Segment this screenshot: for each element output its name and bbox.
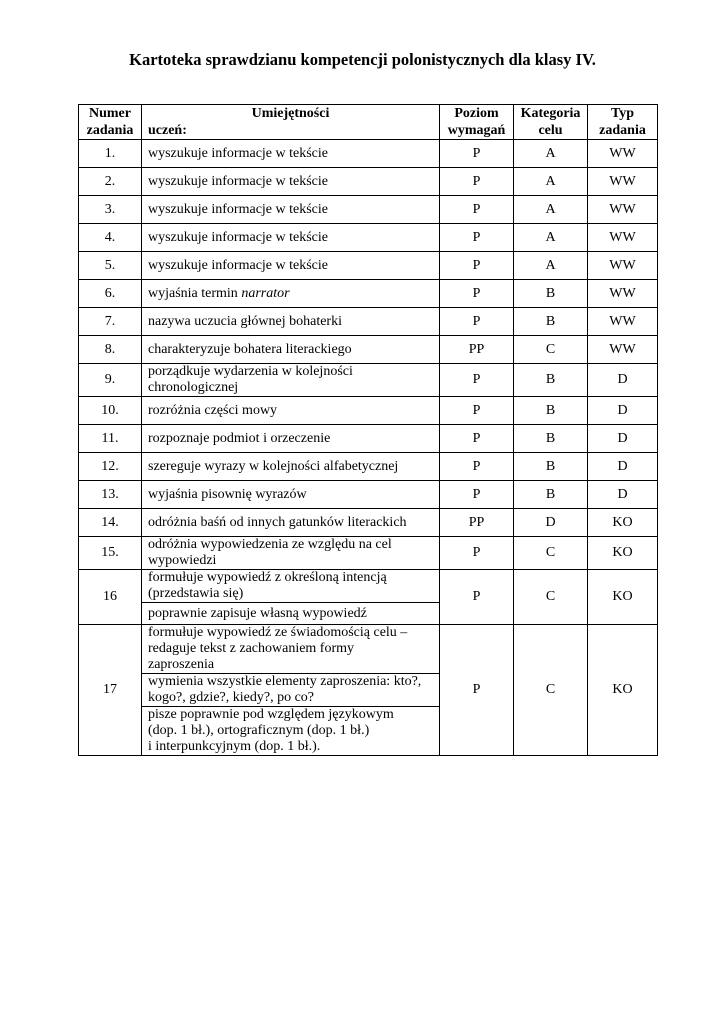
skill-text: wyjaśnia pisownię wyrazów: [142, 481, 440, 509]
category-cell: C: [514, 625, 588, 756]
skill-text-line2: wypowiedzi: [148, 553, 217, 568]
level-cell: P: [440, 453, 514, 481]
type-cell: WW: [588, 336, 658, 364]
header-level: [440, 105, 514, 140]
type-cell: D: [588, 453, 658, 481]
type-cell: WW: [588, 280, 658, 308]
skill-text: [142, 625, 440, 674]
skill-text: wyszukuje informacje w tekście: [142, 224, 440, 252]
skill-text-line2: chronologicznej: [148, 380, 239, 395]
level-cell: P: [440, 196, 514, 224]
task-number: 17: [79, 625, 142, 756]
category-cell: B: [514, 308, 588, 336]
skill-text: [142, 707, 440, 756]
header-category-line2: celu: [538, 123, 563, 138]
type-cell: KO: [588, 625, 658, 756]
table-row: [79, 397, 658, 425]
skill-text: rozróżnia części mowy: [142, 397, 440, 425]
skill-text-line2: (dop. 1 bł.), ortograficznym (dop. 1 bł.): [148, 723, 370, 738]
table-row: [79, 280, 658, 308]
table-row: [79, 509, 658, 537]
type-cell: KO: [588, 509, 658, 537]
skill-text-line1: formułuje wypowiedź ze świadomością celu –: [148, 625, 408, 640]
task-number: 10.: [79, 397, 142, 425]
category-cell: A: [514, 252, 588, 280]
type-cell: D: [588, 425, 658, 453]
type-cell: D: [588, 397, 658, 425]
level-cell: P: [440, 280, 514, 308]
header-level-line1: Poziom: [454, 106, 499, 121]
level-cell: P: [440, 308, 514, 336]
category-cell: A: [514, 196, 588, 224]
level-cell: P: [440, 570, 514, 625]
skill-text: wyszukuje informacje w tekście: [142, 168, 440, 196]
task-number: 13.: [79, 481, 142, 509]
skill-text-line1: porządkuje wydarzenia w kolejności: [148, 364, 353, 379]
header-task-number: [79, 105, 142, 140]
category-cell: A: [514, 140, 588, 168]
type-cell: WW: [588, 196, 658, 224]
level-cell: P: [440, 481, 514, 509]
category-cell: B: [514, 397, 588, 425]
skill-text-line2: redaguje tekst z zachowaniem formy: [148, 641, 355, 656]
skill-text: szereguje wyrazy w kolejności alfabetycznej: [142, 453, 440, 481]
category-cell: B: [514, 364, 588, 397]
type-cell: D: [588, 481, 658, 509]
skill-text-line2: kogo?, gdzie?, kiedy?, po co?: [148, 690, 314, 705]
type-cell: D: [588, 364, 658, 397]
type-cell: WW: [588, 252, 658, 280]
skill-text-line1: odróżnia wypowiedzenia ze względu na cel: [148, 537, 392, 552]
task-number: 14.: [79, 509, 142, 537]
skill-text-line1: pisze poprawnie pod względem językowym: [148, 707, 394, 722]
skill-text: [142, 364, 440, 397]
header-type-line2: zadania: [599, 123, 646, 138]
task-number: 5.: [79, 252, 142, 280]
table-row: [79, 196, 658, 224]
skill-text: wyszukuje informacje w tekście: [142, 140, 440, 168]
category-cell: B: [514, 481, 588, 509]
skill-text: nazywa uczucia głównej bohaterki: [142, 308, 440, 336]
task-number: 9.: [79, 364, 142, 397]
header-skills-line2: uczeń:: [148, 123, 187, 138]
skill-text-line3: zaproszenia: [148, 657, 215, 672]
table-row: [79, 425, 658, 453]
task-number: 16: [79, 570, 142, 625]
table-row: [79, 168, 658, 196]
category-cell: B: [514, 453, 588, 481]
type-cell: WW: [588, 140, 658, 168]
competency-table: [78, 104, 658, 756]
skill-text: rozpoznaje podmiot i orzeczenie: [142, 425, 440, 453]
header-type-line1: Typ: [610, 106, 635, 121]
level-cell: P: [440, 252, 514, 280]
task-number: 15.: [79, 537, 142, 570]
table-row: [79, 308, 658, 336]
task-number: 1.: [79, 140, 142, 168]
task-number: 6.: [79, 280, 142, 308]
level-cell: P: [440, 537, 514, 570]
skill-text: [142, 280, 440, 308]
skill-text-line1: formułuje wypowiedź z określoną intencją: [148, 570, 387, 585]
skill-text-line2: (przedstawia się): [148, 586, 244, 601]
header-category-line1: Kategoria: [520, 106, 581, 121]
category-cell: D: [514, 509, 588, 537]
skill-text: [142, 537, 440, 570]
table-row: [79, 570, 658, 603]
task-number: 3.: [79, 196, 142, 224]
header-category: [514, 105, 588, 140]
skill-text-prefix: wyjaśnia termin: [148, 285, 242, 301]
type-cell: KO: [588, 537, 658, 570]
table-row: [79, 453, 658, 481]
type-cell: WW: [588, 168, 658, 196]
skill-text: wyszukuje informacje w tekście: [142, 196, 440, 224]
table-row: [79, 140, 658, 168]
table-row: [79, 224, 658, 252]
header-task-number-line2: zadania: [86, 123, 134, 138]
skill-text-line1: wymienia wszystkie elementy zaproszenia: kto?,: [148, 674, 422, 689]
table-row: [79, 625, 658, 674]
category-cell: B: [514, 425, 588, 453]
task-number: 12.: [79, 453, 142, 481]
level-cell: P: [440, 168, 514, 196]
skill-text: [142, 570, 440, 603]
category-cell: C: [514, 537, 588, 570]
category-cell: A: [514, 168, 588, 196]
header-skills: [142, 105, 440, 140]
table-row: [79, 537, 658, 570]
skill-text-line3: i interpunkcyjnym (dop. 1 bł.).: [148, 739, 321, 754]
level-cell: PP: [440, 336, 514, 364]
level-cell: P: [440, 425, 514, 453]
table-row: [79, 481, 658, 509]
table-row: [79, 252, 658, 280]
task-number: 4.: [79, 224, 142, 252]
skill-text: charakteryzuje bohatera literackiego: [142, 336, 440, 364]
type-cell: WW: [588, 224, 658, 252]
task-number: 7.: [79, 308, 142, 336]
type-cell: WW: [588, 308, 658, 336]
skill-text: [142, 674, 440, 707]
header-skills-line1: Umiejętności: [251, 106, 330, 121]
table-header-row: [79, 105, 658, 140]
task-number: 11.: [79, 425, 142, 453]
category-cell: B: [514, 280, 588, 308]
level-cell: P: [440, 397, 514, 425]
header-task-number-line1: Numer: [89, 106, 131, 121]
table-row: [79, 336, 658, 364]
category-cell: C: [514, 570, 588, 625]
level-cell: P: [440, 625, 514, 756]
table-row: [79, 364, 658, 397]
header-level-line2: wymagań: [447, 123, 506, 138]
level-cell: P: [440, 140, 514, 168]
level-cell: P: [440, 224, 514, 252]
header-type: [588, 105, 658, 140]
skill-text: odróżnia baśń od innych gatunków literackich: [142, 509, 440, 537]
category-cell: A: [514, 224, 588, 252]
type-cell: KO: [588, 570, 658, 625]
skill-text: wyszukuje informacje w tekście: [142, 252, 440, 280]
task-number: 8.: [79, 336, 142, 364]
level-cell: P: [440, 364, 514, 397]
skill-text: poprawnie zapisuje własną wypowiedź: [142, 603, 440, 625]
category-cell: C: [514, 336, 588, 364]
document-title: Kartoteka sprawdzianu kompetencji polonistycznych dla klasy IV.: [129, 50, 596, 69]
level-cell: PP: [440, 509, 514, 537]
skill-text-italic-term: narrator: [241, 285, 290, 301]
task-number: 2.: [79, 168, 142, 196]
